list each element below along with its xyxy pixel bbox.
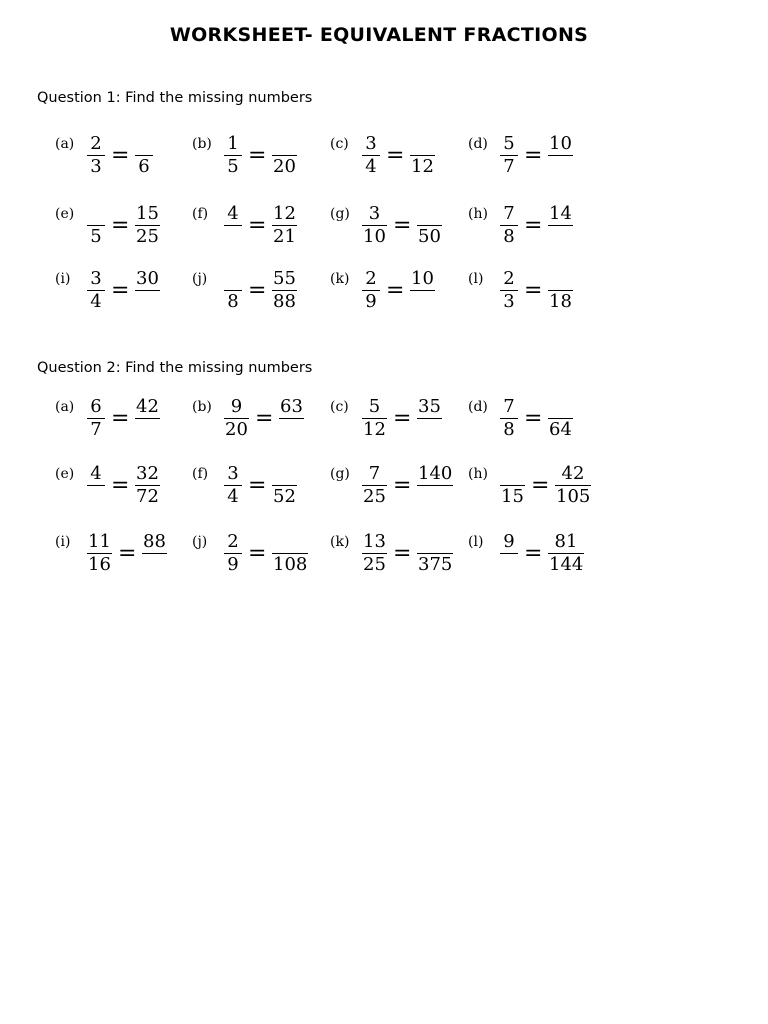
rhs-numerator	[272, 531, 308, 554]
equals-sign: =	[248, 143, 267, 168]
rhs-fraction	[548, 396, 573, 441]
problem-label: (g)	[330, 466, 350, 482]
lhs-fraction	[362, 396, 387, 441]
rhs-fraction	[410, 268, 435, 313]
lhs-numerator: 7	[500, 396, 518, 419]
problem-c	[330, 396, 470, 456]
lhs-fraction	[224, 531, 242, 576]
equals-sign: =	[393, 213, 412, 238]
lhs-numerator: 13	[363, 531, 386, 552]
equals-sign: =	[111, 278, 130, 303]
lhs-fraction	[500, 203, 518, 248]
rhs-denominator: 12	[411, 156, 434, 177]
lhs-numerator: 5	[362, 396, 387, 419]
problem-l	[468, 531, 608, 591]
problem-j	[192, 531, 332, 591]
problem-g	[330, 203, 470, 263]
lhs-fraction	[500, 268, 518, 313]
equals-sign: =	[111, 406, 130, 431]
problem-h	[468, 463, 608, 523]
rhs-denominator	[548, 226, 573, 248]
rhs-numerator: 10	[411, 268, 434, 289]
rhs-numerator: 140	[418, 463, 453, 484]
rhs-numerator	[417, 203, 442, 226]
rhs-fraction	[410, 133, 435, 178]
rhs-fraction	[272, 463, 297, 508]
problem-label: (f)	[192, 206, 209, 222]
lhs-fraction	[87, 531, 112, 576]
problem-label: (b)	[192, 136, 212, 152]
equals-sign: =	[531, 473, 550, 498]
lhs-fraction	[362, 268, 380, 313]
lhs-fraction	[87, 268, 105, 313]
lhs-numerator: 11	[88, 531, 111, 552]
equals-sign: =	[118, 541, 137, 566]
equals-sign: =	[393, 473, 412, 498]
rhs-fraction	[417, 396, 442, 441]
problem-label: (i)	[55, 271, 71, 287]
problem-e	[55, 463, 195, 523]
problem-a	[55, 133, 195, 193]
rhs-numerator	[272, 463, 297, 486]
lhs-denominator: 7	[90, 419, 102, 440]
equals-sign: =	[248, 473, 267, 498]
rhs-denominator: 108	[273, 554, 308, 575]
lhs-denominator	[500, 554, 518, 576]
rhs-numerator: 10	[549, 133, 572, 154]
rhs-fraction	[417, 463, 453, 508]
lhs-fraction	[87, 396, 105, 441]
problem-label: (h)	[468, 206, 488, 222]
rhs-fraction	[417, 531, 453, 576]
equals-sign: =	[248, 278, 267, 303]
rhs-denominator: 88	[273, 291, 296, 312]
equals-sign: =	[248, 541, 267, 566]
problem-c	[330, 133, 470, 193]
lhs-numerator: 3	[224, 463, 242, 486]
lhs-denominator: 8	[227, 291, 239, 312]
problem-label: (c)	[330, 136, 349, 152]
lhs-fraction	[224, 463, 242, 508]
rhs-denominator	[135, 419, 160, 441]
problem-label: (e)	[55, 206, 75, 222]
rhs-denominator	[548, 156, 573, 178]
rhs-fraction	[272, 133, 297, 178]
rhs-fraction	[272, 531, 308, 576]
rhs-numerator: 12	[273, 203, 296, 224]
problem-label: (a)	[55, 399, 75, 415]
rhs-numerator: 32	[136, 463, 159, 484]
problem-label: (f)	[192, 466, 209, 482]
rhs-denominator: 21	[273, 226, 296, 247]
rhs-denominator	[417, 419, 442, 441]
rhs-denominator: 25	[136, 226, 159, 247]
problem-label: (h)	[468, 466, 488, 482]
equals-sign: =	[111, 143, 130, 168]
rhs-numerator	[548, 396, 573, 419]
lhs-fraction	[362, 463, 387, 508]
lhs-denominator: 20	[225, 419, 248, 440]
lhs-denominator: 5	[90, 226, 102, 247]
lhs-denominator: 4	[227, 486, 239, 507]
lhs-numerator: 9	[224, 396, 249, 419]
problem-label: (l)	[468, 271, 484, 287]
problem-i	[55, 531, 195, 591]
lhs-fraction	[500, 396, 518, 441]
equals-sign: =	[524, 541, 543, 566]
lhs-numerator: 1	[224, 133, 242, 156]
rhs-denominator: 52	[273, 486, 296, 507]
lhs-denominator: 3	[90, 156, 102, 177]
rhs-numerator: 63	[280, 396, 303, 417]
rhs-fraction	[272, 268, 297, 313]
rhs-denominator: 144	[549, 554, 584, 575]
rhs-denominator: 105	[556, 486, 591, 507]
lhs-numerator	[500, 463, 525, 486]
equals-sign: =	[111, 213, 130, 238]
problem-label: (j)	[192, 271, 208, 287]
lhs-denominator	[87, 486, 105, 508]
rhs-denominator	[279, 419, 304, 441]
lhs-numerator: 4	[224, 203, 242, 226]
rhs-denominator: 6	[138, 156, 150, 177]
rhs-denominator: 64	[549, 419, 572, 440]
problem-label: (g)	[330, 206, 350, 222]
equals-sign: =	[524, 278, 543, 303]
problem-label: (d)	[468, 399, 488, 415]
problem-f	[192, 463, 332, 523]
lhs-fraction	[362, 133, 380, 178]
rhs-numerator	[417, 531, 453, 554]
lhs-numerator: 3	[362, 203, 387, 226]
rhs-fraction	[417, 203, 442, 248]
rhs-numerator: 42	[555, 463, 591, 486]
problem-label: (k)	[330, 271, 350, 287]
equals-sign: =	[255, 406, 274, 431]
rhs-numerator: 81	[548, 531, 584, 554]
problem-d	[468, 133, 608, 193]
problem-label: (j)	[192, 534, 208, 550]
rhs-fraction	[135, 396, 160, 441]
problem-label: (c)	[330, 399, 349, 415]
rhs-denominator: 50	[418, 226, 441, 247]
problem-label: (i)	[55, 534, 71, 550]
question-2-heading: Question 2: Find the missing numbers	[37, 360, 313, 376]
rhs-numerator	[135, 133, 153, 156]
equals-sign: =	[248, 213, 267, 238]
problem-g	[330, 463, 470, 523]
problem-a	[55, 396, 195, 456]
rhs-fraction	[142, 531, 167, 576]
rhs-fraction	[548, 268, 573, 313]
equals-sign: =	[111, 473, 130, 498]
worksheet-title: WORKSHEET- EQUIVALENT FRACTIONS	[169, 24, 589, 46]
lhs-denominator: 5	[227, 156, 239, 177]
rhs-numerator	[410, 133, 435, 156]
problem-label: (l)	[468, 534, 484, 550]
rhs-numerator	[548, 268, 573, 291]
lhs-denominator: 12	[363, 419, 386, 440]
problem-k	[330, 531, 470, 591]
rhs-fraction	[279, 396, 304, 441]
lhs-numerator: 7	[500, 203, 518, 226]
problem-h	[468, 203, 608, 263]
problem-k	[330, 268, 470, 328]
lhs-denominator: 7	[503, 156, 515, 177]
lhs-numerator: 5	[500, 133, 518, 156]
lhs-fraction	[224, 396, 249, 441]
rhs-denominator	[142, 554, 167, 576]
rhs-numerator: 14	[549, 203, 572, 224]
rhs-fraction	[135, 268, 160, 313]
lhs-numerator: 2	[224, 531, 242, 554]
rhs-denominator: 375	[418, 554, 453, 575]
problem-i	[55, 268, 195, 328]
lhs-numerator: 2	[87, 133, 105, 156]
problem-l	[468, 268, 608, 328]
lhs-fraction	[362, 203, 387, 248]
lhs-numerator	[87, 203, 105, 226]
rhs-fraction	[272, 203, 297, 248]
lhs-fraction	[87, 463, 105, 508]
lhs-numerator: 6	[87, 396, 105, 419]
rhs-numerator: 88	[143, 531, 166, 552]
rhs-fraction	[548, 133, 573, 178]
lhs-denominator	[224, 226, 242, 248]
rhs-denominator	[417, 486, 453, 508]
lhs-numerator: 3	[87, 268, 105, 291]
problem-label: (d)	[468, 136, 488, 152]
rhs-fraction	[548, 203, 573, 248]
rhs-numerator: 30	[136, 268, 159, 289]
lhs-denominator: 8	[503, 419, 515, 440]
lhs-denominator: 10	[363, 226, 386, 247]
lhs-denominator: 15	[501, 486, 524, 507]
lhs-denominator: 4	[90, 291, 102, 312]
problem-f	[192, 203, 332, 263]
lhs-denominator: 25	[363, 486, 386, 507]
rhs-fraction	[135, 463, 160, 508]
question-1-heading: Question 1: Find the missing numbers	[37, 90, 313, 106]
lhs-fraction	[500, 133, 518, 178]
lhs-fraction	[500, 463, 525, 508]
lhs-denominator: 3	[503, 291, 515, 312]
lhs-numerator: 9	[500, 531, 518, 554]
lhs-numerator: 4	[87, 463, 105, 486]
problem-b	[192, 133, 332, 193]
problem-d	[468, 396, 608, 456]
equals-sign: =	[524, 143, 543, 168]
lhs-fraction	[87, 203, 105, 248]
equals-sign: =	[386, 278, 405, 303]
rhs-fraction	[135, 203, 160, 248]
equals-sign: =	[393, 541, 412, 566]
problem-label: (a)	[55, 136, 75, 152]
lhs-denominator: 9	[365, 291, 377, 312]
lhs-numerator: 2	[362, 268, 380, 291]
lhs-fraction	[500, 531, 518, 576]
rhs-denominator	[135, 291, 160, 313]
rhs-denominator: 18	[549, 291, 572, 312]
rhs-numerator: 55	[273, 268, 296, 289]
lhs-denominator: 9	[227, 554, 239, 575]
rhs-fraction	[548, 531, 584, 576]
lhs-denominator: 8	[503, 226, 515, 247]
rhs-numerator: 42	[136, 396, 159, 417]
lhs-numerator	[224, 268, 242, 291]
lhs-numerator: 7	[362, 463, 387, 486]
rhs-numerator: 15	[136, 203, 159, 224]
equals-sign: =	[524, 213, 543, 238]
lhs-denominator: 25	[363, 554, 386, 575]
lhs-fraction	[224, 133, 242, 178]
equals-sign: =	[386, 143, 405, 168]
problem-label: (b)	[192, 399, 212, 415]
problem-label: (e)	[55, 466, 75, 482]
problem-b	[192, 396, 332, 456]
equals-sign: =	[393, 406, 412, 431]
lhs-numerator: 2	[500, 268, 518, 291]
problem-label: (k)	[330, 534, 350, 550]
rhs-denominator	[410, 291, 435, 313]
problem-j	[192, 268, 332, 328]
lhs-fraction	[87, 133, 105, 178]
rhs-fraction	[135, 133, 153, 178]
rhs-numerator	[272, 133, 297, 156]
lhs-fraction	[224, 203, 242, 248]
rhs-fraction	[555, 463, 591, 508]
rhs-numerator: 35	[418, 396, 441, 417]
equals-sign: =	[524, 406, 543, 431]
lhs-fraction	[224, 268, 242, 313]
problem-e	[55, 203, 195, 263]
lhs-denominator: 16	[88, 554, 111, 575]
lhs-fraction	[362, 531, 387, 576]
rhs-denominator: 72	[136, 486, 159, 507]
lhs-denominator: 4	[365, 156, 377, 177]
lhs-numerator: 3	[362, 133, 380, 156]
rhs-denominator: 20	[273, 156, 296, 177]
